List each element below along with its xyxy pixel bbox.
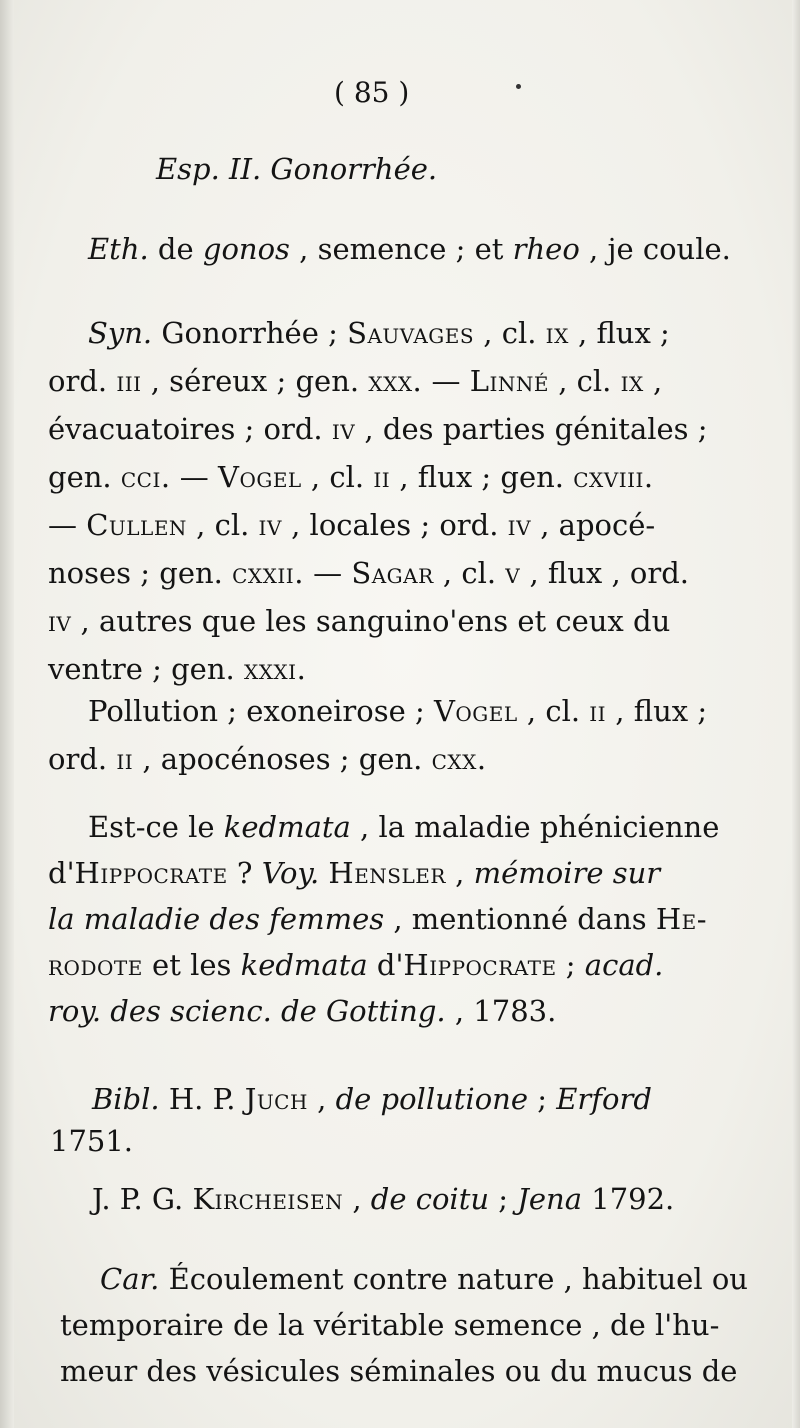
bibliography-line-1: Bibl. H. P. Juch , de pollutione ; Erford xyxy=(92,1082,652,1116)
author-juch: Juch xyxy=(244,1082,308,1116)
characters-line-3: meur des vésicules séminales ou du mucus de xyxy=(60,1354,738,1388)
synonymy-line-3: évacuatoires ; ord. iv , des parties génitales ; xyxy=(48,412,708,446)
characters-line-2: temporaire de la véritable semence , de l'hu- xyxy=(60,1308,720,1342)
bibliography-line-2: 1751. xyxy=(50,1124,134,1158)
author-sauvages: Sauvages xyxy=(347,316,475,350)
pollution-line-2: ord. ii , apocénoses ; gen. cxx. xyxy=(48,742,487,776)
page-edge-left xyxy=(0,0,14,1428)
synonymy-label: Syn. xyxy=(88,316,153,350)
characters-label: Car. xyxy=(100,1262,160,1296)
bibliography-label: Bibl. xyxy=(92,1082,160,1116)
author-kircheisen: Kircheisen xyxy=(192,1182,344,1216)
bibliography-line-3: J. P. G. Kircheisen , de coitu ; Jena 1792. xyxy=(92,1182,675,1216)
synonymy-line-7: iv , autres que les sanguino'ens et ceux du xyxy=(48,604,671,638)
question-line-1: Est-ce le kedmata , la maladie phénicienne xyxy=(88,810,720,844)
author-hensler: Hensler xyxy=(328,856,446,890)
question-line-3: la maladie des femmes , mentionné dans He- xyxy=(48,902,708,936)
synonymy-line-5: — Cullen , cl. iv , locales ; ord. iv , apocé- xyxy=(48,508,656,542)
synonymy-line-6: noses ; gen. cxxii. — Sagar , cl. v , flux , ord. xyxy=(48,556,690,590)
section-heading: Esp. II. Gonorrhée. xyxy=(156,152,438,186)
author-vogel: Vogel xyxy=(218,460,302,494)
question-line-2: d'Hippocrate ? Voy. Hensler , mémoire sur xyxy=(48,856,661,890)
author-hippocrate: Hippocrate xyxy=(74,856,228,890)
page-number: ( 85 ) xyxy=(334,76,410,109)
greek-rheo: rheo xyxy=(512,232,580,266)
synonymy-line-1: Syn. Gonorrhée ; Sauvages , cl. ix , flux ; xyxy=(88,316,670,350)
characters-line-1: Car. Écoulement contre nature , habituel ou xyxy=(100,1262,748,1296)
author-linne: Linné xyxy=(469,364,549,398)
etymology-line: Eth. de gonos , semence ; et rheo , je coule. xyxy=(88,232,731,266)
ink-speck xyxy=(516,84,521,89)
pollution-line-1: Pollution ; exoneirose ; Vogel , cl. ii , flux ; xyxy=(88,694,708,728)
question-line-4: rodote et les kedmata d'Hippocrate ; acad. xyxy=(48,948,664,982)
synonymy-line-4: gen. cci. — Vogel , cl. ii , flux ; gen. cxviii. xyxy=(48,460,654,494)
greek-gonos: gonos xyxy=(202,232,290,266)
synonymy-line-8: ventre ; gen. xxxi. xyxy=(48,652,307,686)
question-line-5: roy. des scienc. de Gotting. , 1783. xyxy=(48,994,557,1028)
author-sagar: Sagar xyxy=(351,556,434,590)
author-cullen: Cullen xyxy=(86,508,187,542)
synonymy-line-2: ord. iii , séreux ; gen. xxx. — Linné , cl. ix , xyxy=(48,364,663,398)
etymology-label: Eth. xyxy=(88,232,149,266)
author-vogel-2: Vogel xyxy=(433,694,518,728)
